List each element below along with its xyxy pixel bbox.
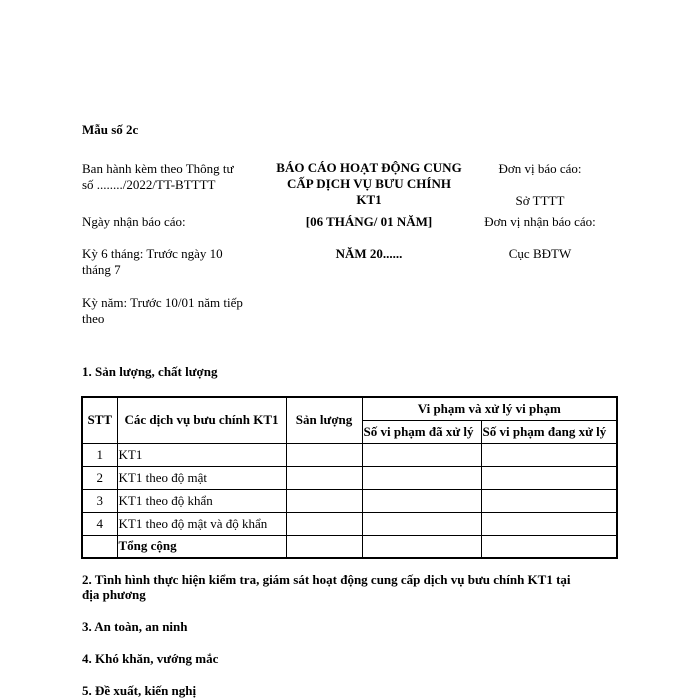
row-service: KT1 theo độ khẩn <box>117 489 286 512</box>
reporting-unit-value: Sở TTTT <box>515 193 565 208</box>
table-total-row <box>82 535 617 558</box>
header-violation-handled: Số vi phạm đã xử lý <box>362 420 481 443</box>
output-quality-table <box>81 396 618 559</box>
six-month-period-line2: tháng 7 <box>82 262 121 277</box>
header-output: Sản lượng <box>286 397 362 443</box>
row-stt: 3 <box>82 489 117 512</box>
total-label: Tổng cộng <box>117 535 286 558</box>
six-month-period-line1: Kỳ 6 tháng: Trước ngày 10 <box>82 246 223 261</box>
row-stt: 2 <box>82 466 117 489</box>
section-2-heading-line1: 2. Tình hình thực hiện kiểm tra, giám sát hoạt động cung cấp dịch vụ bưu chính KT1 tại <box>82 572 571 587</box>
section-2-heading-line2: địa phương <box>82 587 146 602</box>
total-handled-cell <box>362 535 481 558</box>
row-pending-cell <box>481 489 617 512</box>
header-service: Các dịch vụ bưu chính KT1 <box>117 397 286 443</box>
row-handled-cell <box>362 489 481 512</box>
receiving-unit-value: Cục BĐTW <box>508 246 572 261</box>
row-stt: 4 <box>82 512 117 535</box>
section-4-heading: 4. Khó khăn, vướng mắc <box>82 651 219 666</box>
report-title-line2: CẤP DỊCH VỤ BƯU CHÍNH <box>287 176 451 191</box>
row-output-cell <box>286 466 362 489</box>
header-stt: STT <box>82 397 117 443</box>
table-row <box>82 489 617 512</box>
row-output-cell <box>286 443 362 466</box>
total-stt-cell <box>82 535 117 558</box>
row-pending-cell <box>481 443 617 466</box>
issued-with-line1: Ban hành kèm theo Thông tư <box>82 161 234 176</box>
row-service: KT1 theo độ mật <box>117 466 286 489</box>
table-row <box>82 466 617 489</box>
row-service: KT1 theo độ mật và độ khẩn <box>117 512 286 535</box>
report-period: [06 THÁNG/ 01 NĂM] <box>305 214 433 229</box>
report-year: NĂM 20...... <box>335 246 403 261</box>
section-3-heading: 3. An toàn, an ninh <box>82 619 188 634</box>
form-number: Mẫu số 2c <box>82 122 139 137</box>
row-output-cell <box>286 512 362 535</box>
report-title-line3: KT1 <box>356 192 382 207</box>
total-output-cell <box>286 535 362 558</box>
section-1-heading: 1. Sản lượng, chất lượng <box>82 364 218 379</box>
annual-period-line2: theo <box>82 311 105 326</box>
row-stt: 1 <box>82 443 117 466</box>
row-service: KT1 <box>117 443 286 466</box>
annual-period-line1: Kỳ năm: Trước 10/01 năm tiếp <box>82 295 243 310</box>
row-handled-cell <box>362 512 481 535</box>
row-pending-cell <box>481 466 617 489</box>
row-pending-cell <box>481 512 617 535</box>
receiving-unit-label: Đơn vị nhận báo cáo: <box>484 214 596 229</box>
table-row <box>82 443 617 466</box>
table-row <box>82 512 617 535</box>
row-handled-cell <box>362 466 481 489</box>
report-title-line1: BÁO CÁO HOẠT ĐỘNG CUNG <box>276 160 462 175</box>
receive-date-label: Ngày nhận báo cáo: <box>82 214 186 229</box>
header-violation-pending: Số vi phạm đang xử lý <box>481 420 617 443</box>
header-violation-group: Vi phạm và xử lý vi phạm <box>362 397 617 420</box>
total-pending-cell <box>481 535 617 558</box>
reporting-unit-label: Đơn vị báo cáo: <box>498 161 582 176</box>
issued-with-line2: số ......../2022/TT-BTTTT <box>82 177 216 192</box>
row-handled-cell <box>362 443 481 466</box>
row-output-cell <box>286 489 362 512</box>
section-5-heading: 5. Đề xuất, kiến nghị <box>82 683 197 698</box>
